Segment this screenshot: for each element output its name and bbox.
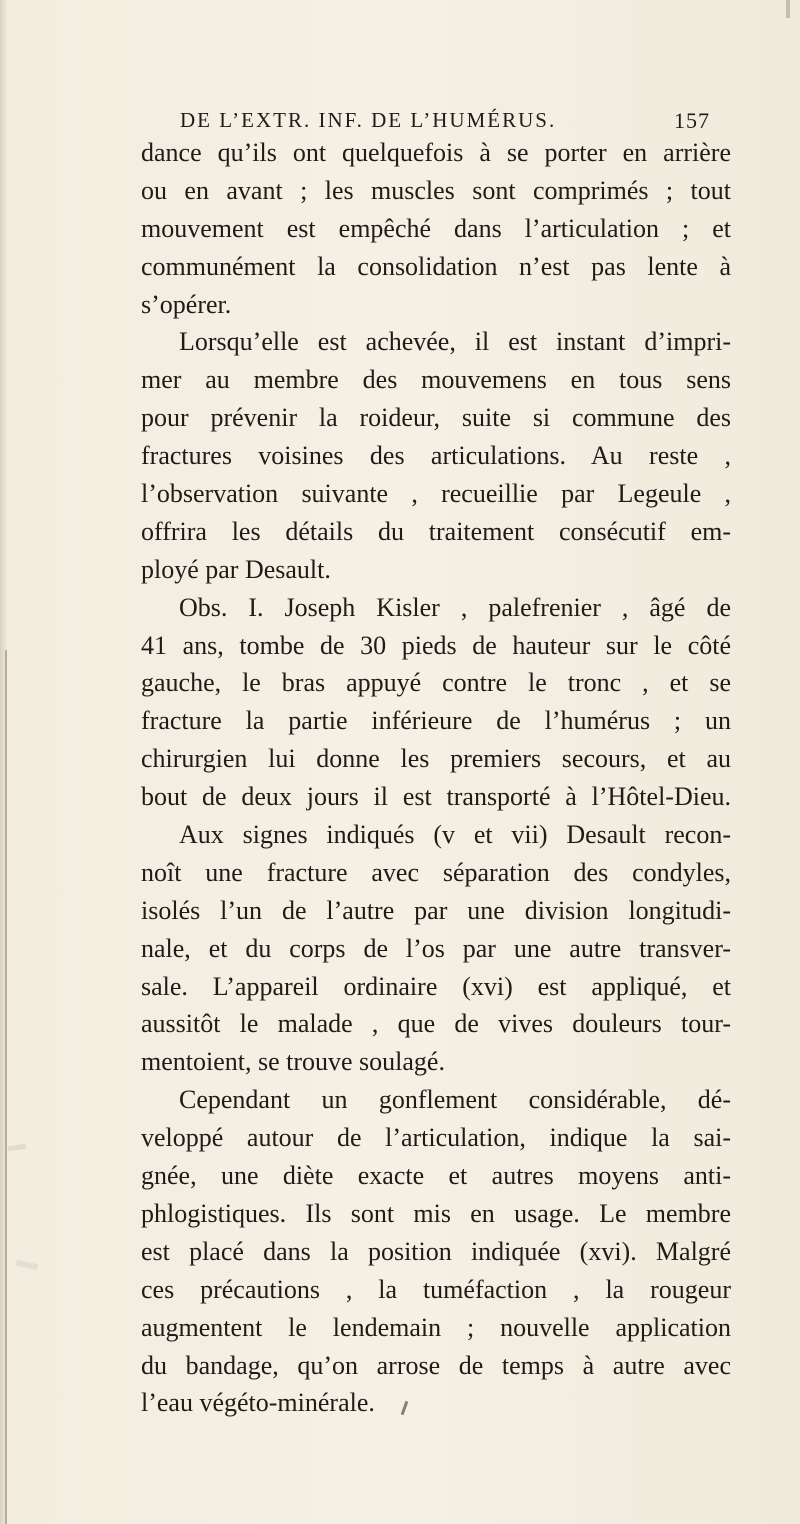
text-line: communément la consolidation n’est pas lente à: [141, 251, 731, 281]
text-line: augmentent le lendemain ; nouvelle application: [141, 1312, 731, 1342]
page-mark: [786, 0, 790, 18]
main-text: [141, 134, 731, 1422]
paper-mark: [8, 1144, 27, 1151]
page-number: 157: [674, 108, 710, 133]
text-line: mentoient, se trouve soulagé.: [141, 1047, 445, 1077]
text-line: s’opérer.: [141, 289, 232, 319]
observation-heading-line: Obs. I. Joseph Kisler , palefrenier , âgé de: [179, 592, 731, 622]
text-line: est placé dans la position indiquée (xvi). Malgré: [141, 1236, 731, 1266]
paper-mark: [16, 1260, 39, 1270]
text-line: l’eau végéto-minérale.: [141, 1388, 375, 1418]
text-line: du bandage, qu’on arrose de temps à autre avec: [141, 1350, 731, 1380]
text-line: ou en avant ; les muscles sont comprimés ; tout: [141, 175, 731, 205]
text-line: gauche, le bras appuyé contre le tronc , et se: [141, 668, 731, 698]
text-line: 41 ans, tombe de 30 pieds de hauteur sur le côté: [141, 630, 731, 660]
paragraph-first-line: Aux signes indiqués (v et vii) Desault recon-: [179, 820, 731, 850]
text-line: pour prévenir la roideur, suite si commune des: [141, 403, 731, 433]
text-line: isolés l’un de l’autre par une division longitudi-: [141, 895, 731, 925]
text-line: aussitôt le malade , que de vives douleurs tour-: [141, 1009, 731, 1039]
text-line: bout de deux jours il est transporté à l’Hôtel-Dieu.: [141, 782, 731, 812]
text-line: phlogistiques. Ils sont mis en usage. Le membre: [141, 1198, 731, 1228]
binding-line: [5, 650, 7, 1524]
paragraph-first-line: Lorsqu’elle est achevée, il est instant d’impri-: [179, 327, 731, 357]
text-line: sale. L’appareil ordinaire (xvi) est appliqué, et: [141, 971, 731, 1001]
text-line: ployé par Desault.: [141, 554, 331, 584]
text-line: fracture la partie inférieure de l’humérus ; un: [141, 706, 731, 736]
header-title: DE L’EXTR. INF. DE L’HUMÉRUS.: [180, 108, 557, 132]
text-line: noît une fracture avec séparation des condyles,: [141, 857, 731, 887]
text-line: nale, et du corps de l’os par une autre transver-: [141, 933, 731, 963]
running-header: [140, 108, 710, 136]
paragraph-first-line: Cependant un gonflement considérable, dé-: [179, 1085, 731, 1115]
text-line: mer au membre des mouvemens en tous sens: [141, 365, 731, 395]
text-line: chirurgien lui donne les premiers secours, et au: [141, 744, 731, 774]
text-line: l’observation suivante , recueillie par Legeule ,: [141, 479, 731, 509]
text-line: veloppé autour de l’articulation, indique la sai-: [141, 1123, 731, 1153]
text-line: gnée, une diète exacte et autres moyens anti-: [141, 1161, 731, 1191]
text-line: ces précautions , la tuméfaction , la rougeur: [141, 1274, 731, 1304]
text-line: fractures voisines des articulations. Au reste ,: [141, 441, 731, 471]
text-line: mouvement est empêché dans l’articulation ; et: [141, 213, 731, 243]
text-line: dance qu’ils ont quelquefois à se porter en arrière: [141, 138, 731, 167]
text-line: offrira les détails du traitement consécutif em-: [141, 516, 731, 546]
